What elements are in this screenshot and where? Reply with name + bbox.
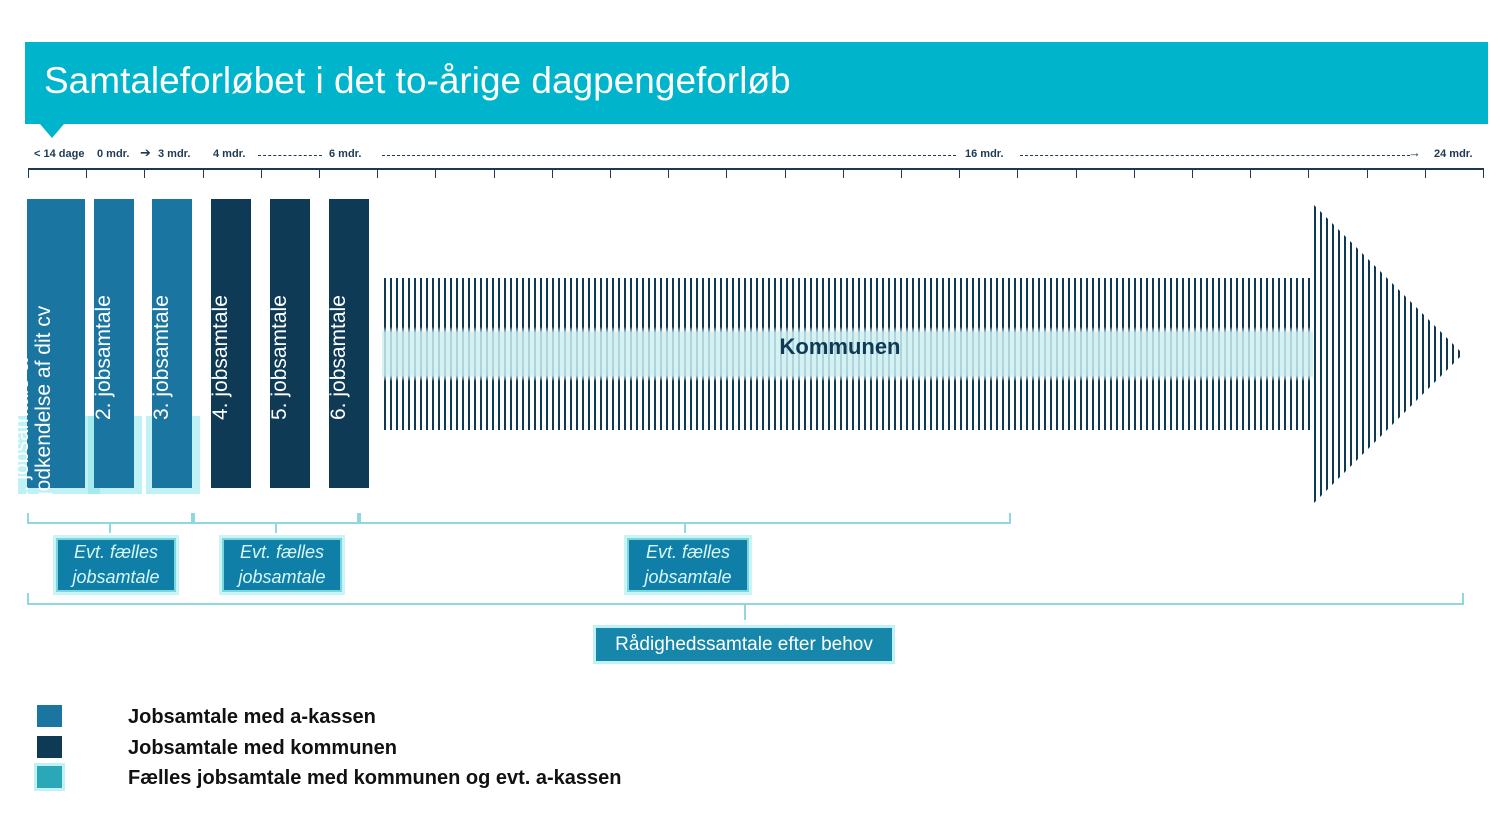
joint-meeting-box-3 <box>627 538 749 592</box>
timeline-label-6-months: 6 mdr. <box>329 148 362 160</box>
timeline-label-24-months: 24 mdr. <box>1434 148 1473 160</box>
joint-meeting-box-2 <box>222 538 342 592</box>
timeline-label-0-months: 0 mdr. <box>97 148 130 160</box>
legend-label-a-kasse: Jobsamtale med a-kassen <box>128 706 376 728</box>
joint-meeting-2-line2: jobsamtale <box>238 567 326 587</box>
timeline-label-14-days: < 14 dage <box>34 148 85 160</box>
bracket-2 <box>194 513 358 523</box>
page-title: Samtaleforløbet i det to-årige dagpengeforløb <box>44 60 791 101</box>
timeline-arrow-icon: ➔ <box>140 145 151 160</box>
bracket-3 <box>360 513 1010 523</box>
joint-meeting-3-line1: Evt. fælles <box>645 542 731 562</box>
meeting-label-1-line1: 1. jobsamtale & <box>10 358 33 503</box>
meeting-label-6: 6. jobsamtale <box>327 295 350 420</box>
arrow-label: Kommunen <box>779 334 901 359</box>
joint-meeting-2-line1: Evt. fælles <box>239 542 325 562</box>
legend-swatch-joint <box>37 766 62 788</box>
timeline-end-arrow-icon: → <box>1408 145 1421 160</box>
bracket-4 <box>28 593 1463 604</box>
joint-meeting-box-1 <box>56 538 176 592</box>
meeting-label-5: 5. jobsamtale <box>268 295 291 420</box>
timeline-label-3-months: 3 mdr. <box>158 148 191 160</box>
legend-label-joint: Fælles jobsamtale med kommunen og evt. a-kassen <box>128 767 622 789</box>
legend-swatch-kommune <box>37 736 62 758</box>
meeting-label-1-line2: godkendelse af dit cv <box>32 305 55 503</box>
timeline-label-16-months: 16 mdr. <box>965 148 1004 160</box>
meeting-label-2: 2. jobsamtale <box>92 295 115 420</box>
timeline-label-4-months: 4 mdr. <box>213 148 246 160</box>
joint-meeting-1-line1: Evt. fælles <box>73 542 159 562</box>
joint-meeting-1-line2: jobsamtale <box>72 567 160 587</box>
legend-swatch-a-kasse <box>37 705 62 727</box>
joint-meeting-3-line2: jobsamtale <box>644 567 732 587</box>
availability-meeting-box: Rådighedssamtale efter behov <box>596 628 892 661</box>
legend-label-kommune: Jobsamtale med kommunen <box>128 737 397 759</box>
meeting-label-4: 4. jobsamtale <box>209 295 232 420</box>
meeting-label-3: 3. jobsamtale <box>150 295 173 420</box>
bracket-1 <box>28 513 192 523</box>
